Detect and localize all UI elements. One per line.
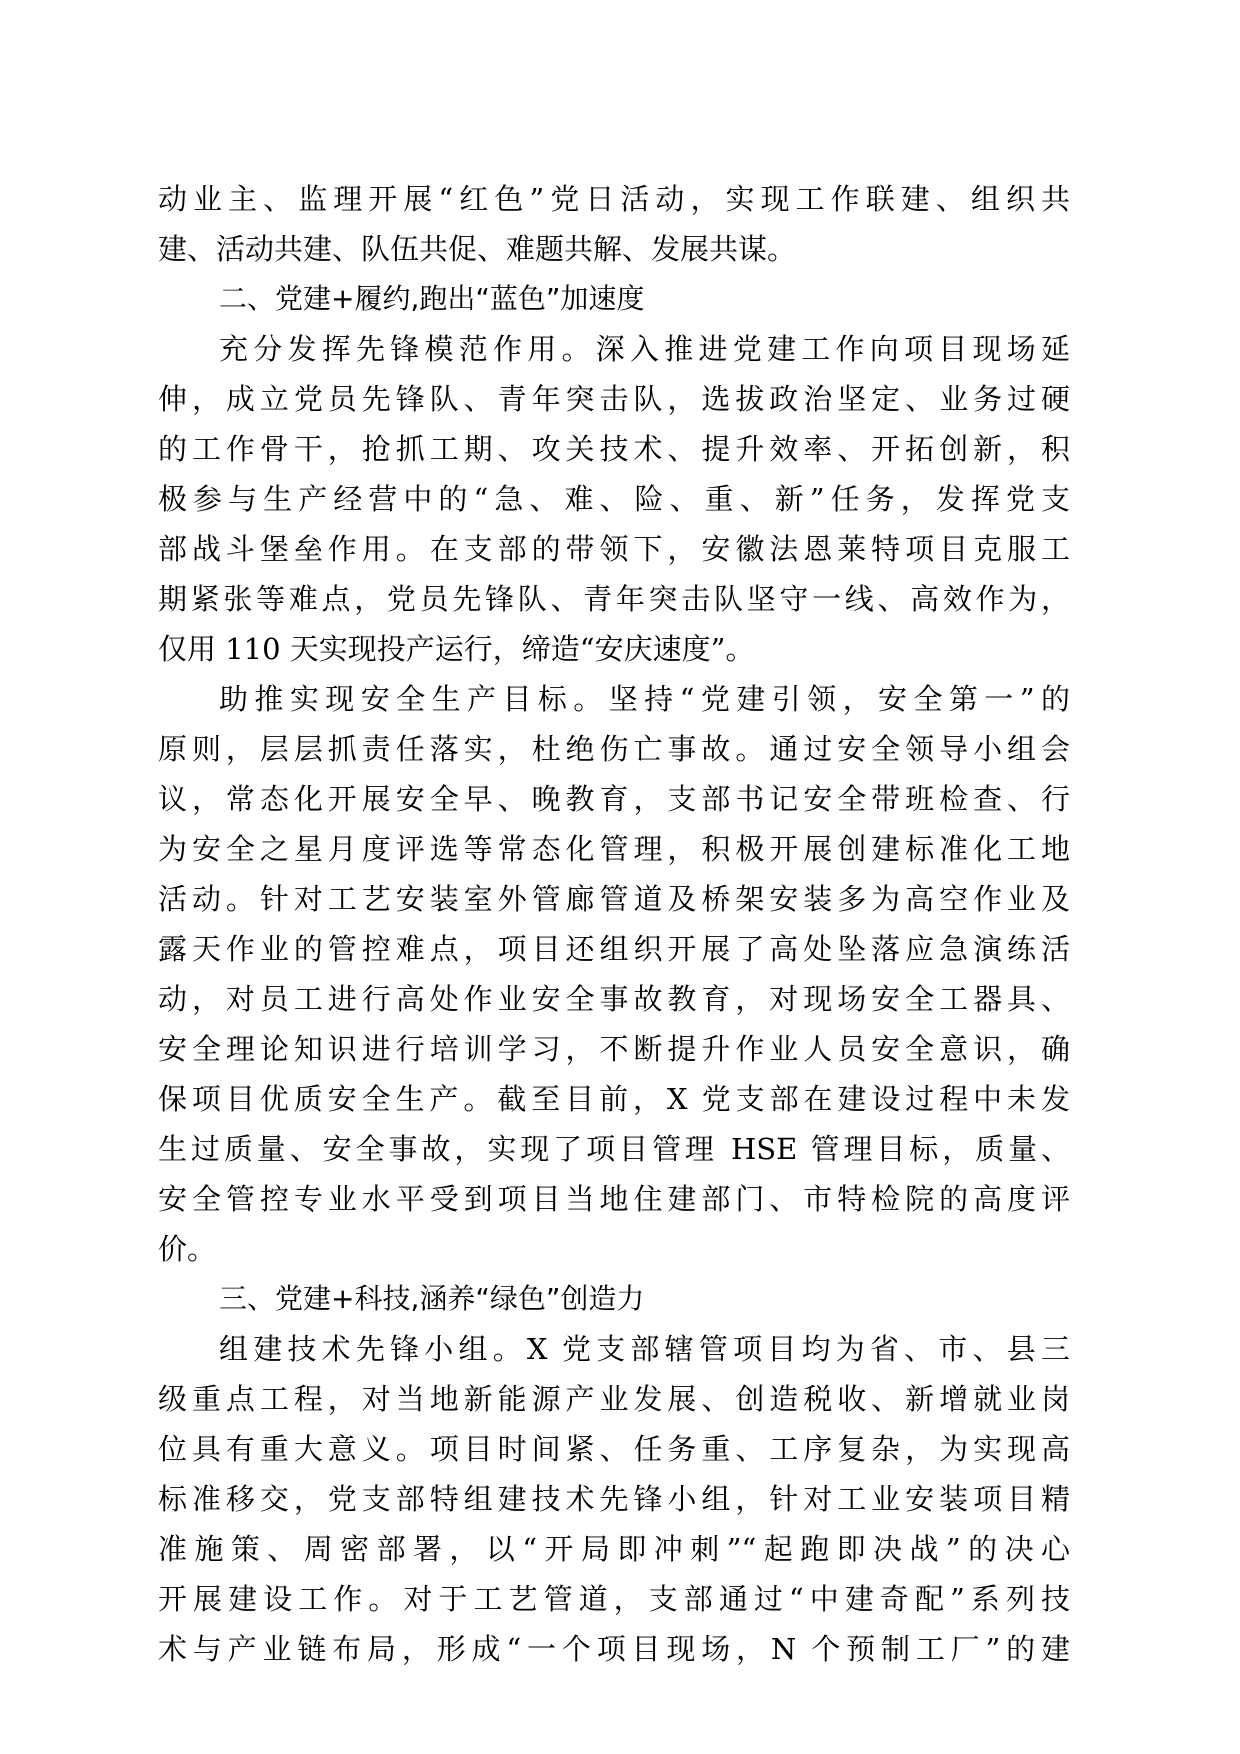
paragraph-line: 标准移交，党支部特组建技术先锋小组，针对工业安装项目精 <box>158 1482 1070 1516</box>
paragraph-line: 准施策、周密部署，以“开局即冲刺”“起跑即决战”的决心 <box>158 1532 1070 1566</box>
section-heading: 三、党建+科技,涵养“绿色”创造力 <box>219 1282 645 1315</box>
paragraph-line: 助推实现安全生产目标。坚持“党建引领，安全第一”的 <box>219 682 1070 716</box>
paragraph-line: 极参与生产经营中的“急、难、险、重、新”任务，发挥党支 <box>158 482 1070 516</box>
paragraph-line: 生过质量、安全事故，实现了项目管理 HSE 管理目标，质量、 <box>158 1132 1070 1166</box>
paragraph-line: 露天作业的管控难点，项目还组织开展了高处坠落应急演练活 <box>158 932 1070 966</box>
paragraph-line: 术与产业链布局，形成“一个项目现场，N 个预制工厂”的建 <box>158 1632 1070 1666</box>
paragraph-line: 的工作骨干，抢抓工期、攻关技术、提升效率、开拓创新，积 <box>158 432 1070 466</box>
paragraph-line: 安全管控专业水平受到项目当地住建部门、市特检院的高度评 <box>158 1182 1070 1216</box>
paragraph-line: 动，对员工进行高处作业安全事故教育，对现场安全工器具、 <box>158 982 1070 1016</box>
paragraph-line: 仅用 110 天实现投产运行，缔造“安庆速度”。 <box>158 632 755 666</box>
paragraph-line: 组建技术先锋小组。X 党支部辖管项目均为省、市、县三 <box>219 1332 1070 1366</box>
paragraph-line: 为安全之星月度评选等常态化管理，积极开展创建标准化工地 <box>158 832 1070 866</box>
paragraph-line: 充分发挥先锋模范作用。深入推进党建工作向项目现场延 <box>219 332 1070 366</box>
paragraph-line: 安全理论知识进行培训学习，不断提升作业人员安全意识，确 <box>158 1032 1070 1066</box>
paragraph-line: 原则，层层抓责任落实，杜绝伤亡事故。通过安全领导小组会 <box>158 732 1070 766</box>
paragraph-line: 期紧张等难点，党员先锋队、青年突击队坚守一线、高效作为， <box>158 582 1070 616</box>
paragraph-line: 伸，成立党员先锋队、青年突击队，选拔政治坚定、业务过硬 <box>158 382 1070 416</box>
paragraph-line: 开展建设工作。对于工艺管道，支部通过“中建奇配”系列技 <box>158 1582 1070 1616</box>
paragraph-line: 级重点工程，对当地新能源产业发展、创造税收、新增就业岗 <box>158 1382 1070 1416</box>
paragraph-line: 建、活动共建、队伍共促、难题共解、发展共谋。 <box>158 232 797 266</box>
paragraph-line: 位具有重大意义。项目时间紧、任务重、工序复杂，为实现高 <box>158 1432 1070 1466</box>
paragraph-line: 部战斗堡垒作用。在支部的带领下，安徽法恩莱特项目克服工 <box>158 532 1070 566</box>
paragraph-line: 活动。针对工艺安装室外管廊管道及桥架安装多为高空作业及 <box>158 882 1070 916</box>
paragraph-line: 保项目优质安全生产。截至目前，X 党支部在建设过程中未发 <box>158 1082 1070 1116</box>
paragraph-line: 价。 <box>158 1232 217 1266</box>
paragraph-line: 议，常态化开展安全早、晚教育，支部书记安全带班检查、行 <box>158 782 1070 816</box>
paragraph-line: 动业主、监理开展“红色”党日活动，实现工作联建、组织共 <box>158 182 1070 216</box>
section-heading: 二、党建+履约,跑出“蓝色”加速度 <box>219 282 645 315</box>
